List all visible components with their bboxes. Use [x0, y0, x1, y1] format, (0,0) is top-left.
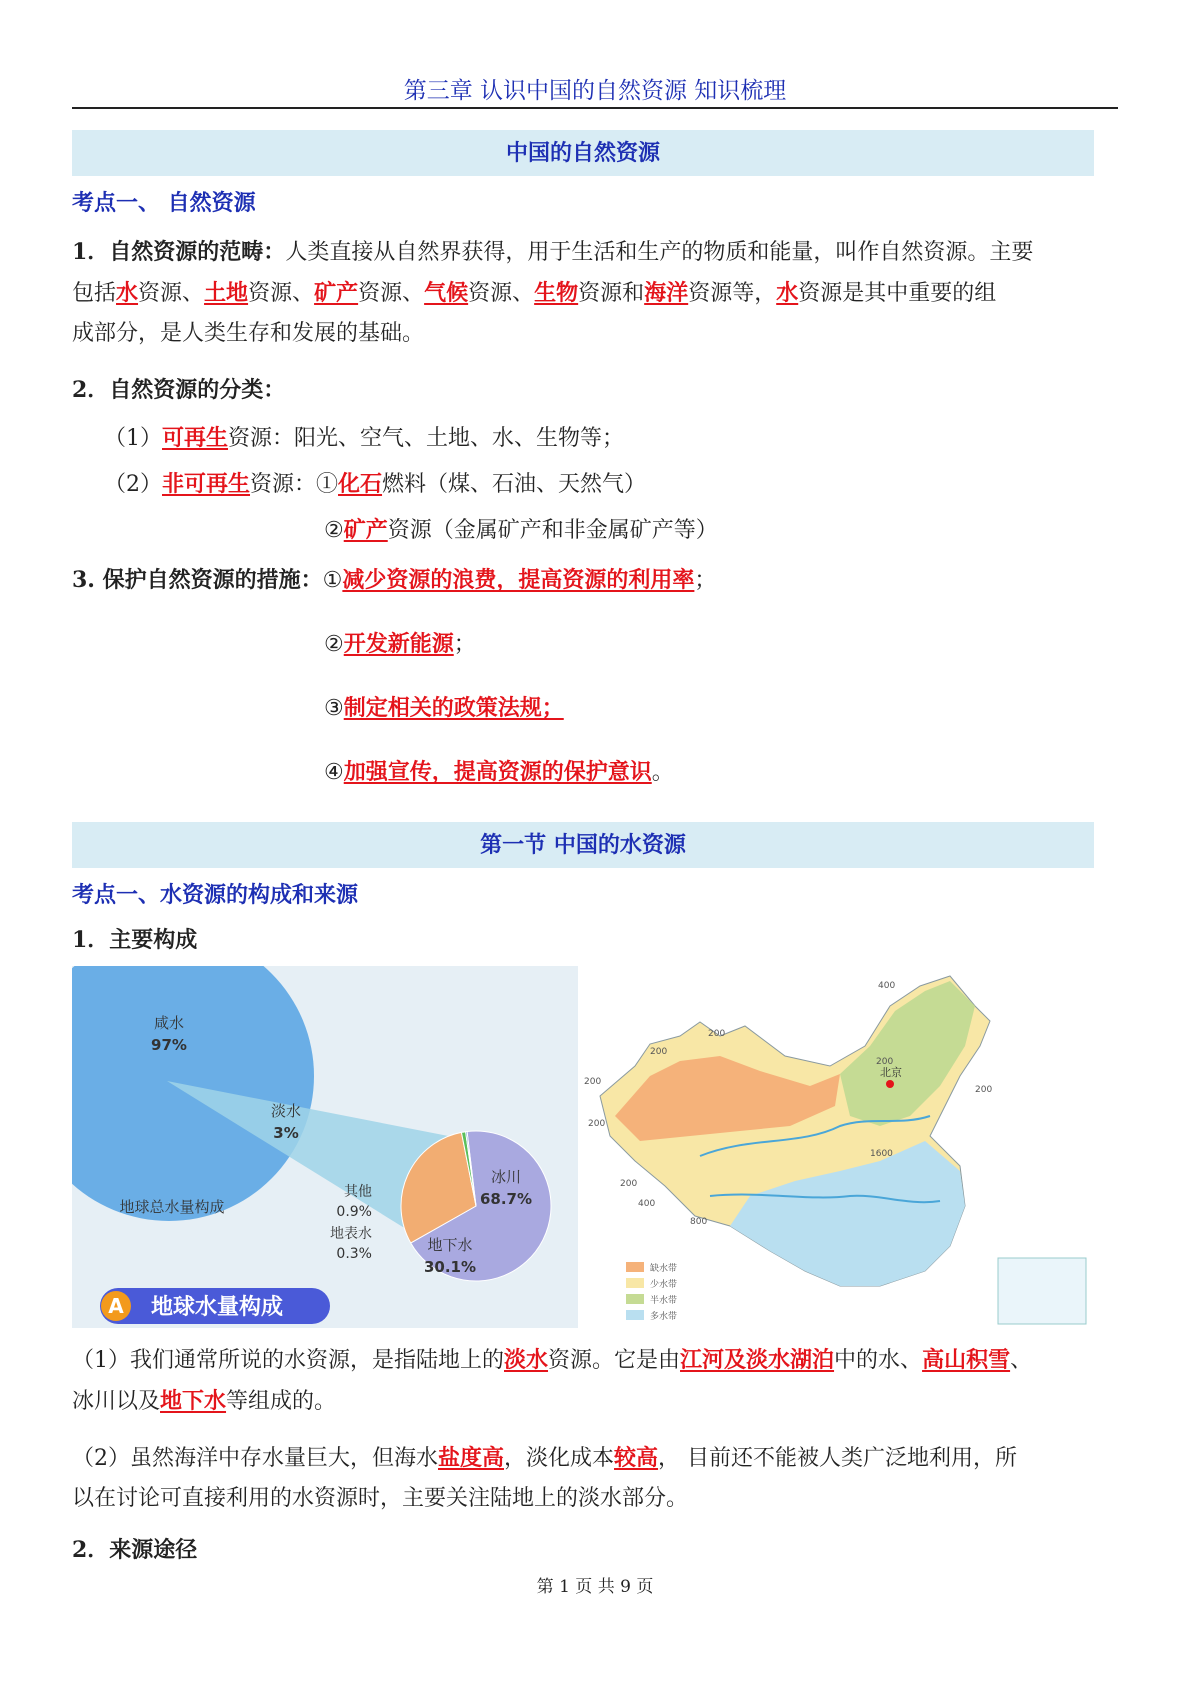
- answer-rivers-lakes: 江河及淡水湖泊: [680, 1347, 835, 1373]
- scope-sep: 资源等，: [688, 281, 777, 306]
- scope-sep: 资源是其中重要的组: [798, 281, 997, 306]
- map-capital-label: 北京: [880, 1066, 902, 1079]
- legend-swatch-dry: [626, 1262, 644, 1272]
- map-south-sea-inset: [998, 1258, 1086, 1324]
- protection-measure-4: [324, 752, 674, 793]
- answer-freshwater: 淡水: [504, 1347, 549, 1373]
- scope-sep: 资源和: [578, 281, 645, 306]
- nonrenewable-text: 资源：①: [250, 472, 339, 497]
- paragraph-scope: [72, 232, 1112, 354]
- label-total-caption: 地球总水量构成: [119, 1198, 225, 1216]
- p5-text: （2）虽然海洋中存水量巨大，但海水: [72, 1446, 438, 1471]
- p5-line2: 以在讨论可直接利用的水资源时，主要关注陆地上的淡水部分。: [72, 1486, 689, 1511]
- scope-label: 1．自然资源的范畴：: [72, 239, 286, 265]
- protection-measure-3: [324, 688, 564, 729]
- scope-sep: 资源、: [248, 281, 315, 306]
- item-number: （1）: [104, 426, 162, 451]
- map-contour-label: 400: [878, 981, 896, 991]
- map-capital-marker: [886, 1080, 894, 1088]
- punct: ；: [694, 568, 717, 593]
- label-surface: 地表水: [330, 1226, 372, 1242]
- minerals-text: 资源（金属矿产和非金属矿产等）: [387, 518, 718, 543]
- answer-minerals-2: 矿产: [343, 517, 388, 543]
- answer-water-2: 水: [776, 280, 799, 306]
- paragraph-water-resources-def: [72, 1340, 1112, 1422]
- label-groundwater-pct: 30.1%: [423, 1258, 477, 1276]
- item-number: ③: [324, 696, 344, 721]
- answer-publicity: 加强宣传，提高资源的保护意识: [343, 759, 652, 785]
- legend-label-wet: 多水带: [650, 1312, 678, 1322]
- badge-letter: A: [108, 1294, 124, 1318]
- protection-measure-2: [324, 624, 476, 665]
- fossil-text: 燃料（煤、石油、天然气）: [382, 472, 647, 497]
- p4-text: 冰川以及: [72, 1389, 161, 1414]
- answer-new-energy: 开发新能源: [343, 631, 454, 657]
- legend-label-half: 半水带: [650, 1296, 678, 1306]
- p4-text: 等组成的。: [226, 1389, 337, 1414]
- legend-swatch-half: [626, 1294, 644, 1304]
- answer-land: 土地: [204, 280, 249, 306]
- water-pie-svg: [72, 966, 578, 1328]
- scope-sep: 资源、: [358, 281, 425, 306]
- header-rule: [72, 107, 1118, 109]
- label-glacier: 冰川: [490, 1168, 522, 1186]
- legend-label-less: 少水带: [650, 1280, 678, 1290]
- legend-swatch-less: [626, 1278, 644, 1288]
- map-contour-label: 200: [708, 1029, 726, 1039]
- kaodian-water-composition: 考点一、水资源的构成和来源: [72, 882, 359, 908]
- label-groundwater: 地下水: [427, 1236, 473, 1254]
- label-freshwater-pct: 3%: [273, 1124, 299, 1142]
- protection-label: 3. 保护自然资源的措施：: [72, 567, 323, 593]
- punct: 。: [651, 760, 674, 785]
- item-number: ②: [324, 518, 344, 543]
- item-number: ④: [324, 760, 344, 785]
- kaodian-natural-resources: 考点一、 自然资源: [72, 190, 256, 216]
- scope-sep: 资源、: [138, 281, 205, 306]
- answer-climate: 气候: [424, 280, 469, 306]
- label-freshwater: 淡水: [270, 1102, 302, 1120]
- map-contour-label: 200: [588, 1119, 606, 1129]
- answer-renewable: 可再生: [162, 425, 229, 451]
- p5-text: ，淡化成本: [504, 1446, 615, 1471]
- answer-nonrenewable: 非可再生: [162, 471, 251, 497]
- label-surface-pct: 0.3%: [336, 1246, 372, 1262]
- p4-text: 资源。它是由: [548, 1348, 681, 1373]
- p4-text: 中的水、: [834, 1348, 923, 1373]
- label-glacier-pct: 68.7%: [479, 1190, 533, 1208]
- answer-high-salinity: 盐度高: [438, 1445, 505, 1471]
- punct: ；: [453, 632, 476, 657]
- item-number: （2）: [104, 472, 162, 497]
- answer-higher-cost: 较高: [614, 1445, 659, 1471]
- classification-label: 2．自然资源的分类：: [72, 377, 286, 403]
- paragraph-ocean-water: [72, 1438, 1112, 1519]
- label-other: 其他: [344, 1184, 372, 1200]
- scope-text-2: 包括: [72, 281, 117, 306]
- map-contour-label: 400: [638, 1199, 656, 1209]
- answer-reduce-waste: 减少资源的浪费，提高资源的利用率: [342, 567, 695, 593]
- map-contour-label: 200: [975, 1085, 993, 1095]
- answer-groundwater: 地下水: [160, 1388, 227, 1414]
- label-other-pct: 0.9%: [336, 1204, 372, 1220]
- section-band-natural-resources: 中国的自然资源: [72, 130, 1094, 176]
- item-number: ②: [324, 632, 344, 657]
- china-map-svg: [580, 966, 1092, 1328]
- map-contour-label: 1600: [870, 1149, 893, 1159]
- item-number: ①: [322, 568, 343, 593]
- subheading-sources: 2．来源途径: [72, 1537, 198, 1563]
- scope-text-1: 人类直接从自然界获得，用于生活和生产的物质和能量，叫作自然资源。主要: [285, 240, 1034, 265]
- p4-text: （1）我们通常所说的水资源，是指陆地上的: [72, 1348, 504, 1373]
- classification-nonrenewable: [104, 464, 646, 505]
- legend-swatch-wet: [626, 1310, 644, 1320]
- answer-ocean: 海洋: [644, 280, 689, 306]
- map-legend: [626, 1262, 677, 1322]
- classification-renewable: [104, 418, 624, 459]
- answer-water: 水: [116, 280, 139, 306]
- map-contour-label: 200: [650, 1047, 668, 1057]
- map-contour-label: 200: [584, 1077, 602, 1087]
- answer-minerals: 矿产: [314, 280, 359, 306]
- protection-measure-1: [72, 560, 716, 601]
- p4-text: 、: [1010, 1348, 1033, 1373]
- answer-fossil: 化石: [338, 471, 383, 497]
- section-band-water-resources: 第一节 中国的水资源: [72, 822, 1094, 868]
- page-footer: 第 1 页 共 9 页: [536, 1577, 654, 1597]
- map-contour-label: 200: [876, 1057, 894, 1067]
- label-seawater-pct: 97%: [151, 1036, 187, 1054]
- badge-text: 地球水量构成: [150, 1295, 284, 1320]
- figure-water-pie: [72, 966, 578, 1328]
- legend-label-dry: 缺水带: [650, 1264, 678, 1274]
- scope-text-3: 成部分，是人类生存和发展的基础。: [72, 321, 425, 346]
- figure-china-water-map: [580, 966, 1092, 1328]
- p5-text: ， 目前还不能被人类广泛地利用，所: [658, 1446, 1018, 1471]
- renewable-text: 资源：阳光、空气、土地、水、生物等；: [228, 426, 625, 451]
- answer-biology: 生物: [534, 280, 579, 306]
- classification-minerals: [324, 510, 718, 551]
- map-contour-label: 800: [690, 1217, 708, 1227]
- map-contour-label: 200: [620, 1179, 638, 1189]
- answer-alpine-snow: 高山积雪: [922, 1347, 1011, 1373]
- subheading-composition: 1．主要构成: [72, 927, 198, 953]
- answer-policies: 制定相关的政策法规；: [343, 695, 564, 721]
- scope-sep: 资源、: [468, 281, 535, 306]
- page-header-title: 第三章 认识中国的自然资源 知识梳理: [403, 78, 787, 104]
- label-seawater: 咸水: [153, 1014, 185, 1032]
